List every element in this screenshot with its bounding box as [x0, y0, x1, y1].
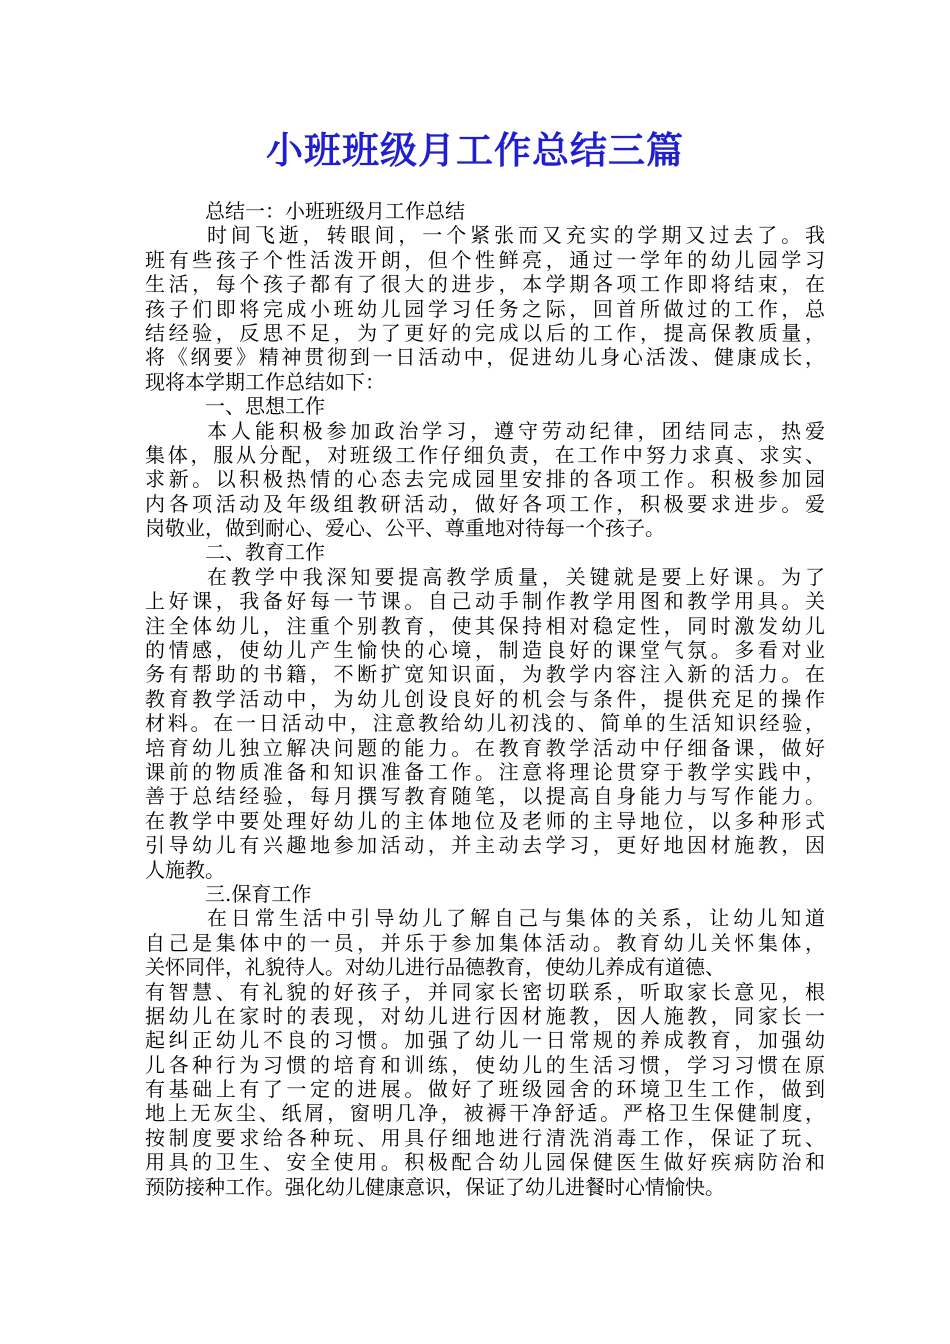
body-line: 在教学中我深知要提高教学质量，关键就是要上好课。为了	[207, 564, 825, 589]
body-line: 用具的卫生、安全使用。积极配合幼儿园保健医生做好疾病防治和	[145, 1150, 825, 1175]
body-line: 起纠正幼儿不良的习惯。加强了幼儿一日常规的养成教育，加强幼	[145, 1028, 825, 1053]
body-line: 时间飞逝，转眼间，一个紧张而又充实的学期又过去了。我	[207, 223, 825, 248]
body-line: 自己是集体中的一员，并乐于参加集体活动。教育幼儿关怀集体，	[145, 930, 825, 955]
section-heading: 总结一：小班班级月工作总结	[205, 199, 465, 223]
body-line: 有基础上有了一定的进展。做好了班级园舍的环境卫生工作，做到	[145, 1077, 825, 1102]
body-line: 地上无灰尘、纸屑，窗明几净，被褥干净舒适。严格卫生保健制度，	[145, 1101, 825, 1126]
body-line: 教育教学活动中，为幼儿创设良好的机会与条件，提供充足的操作	[145, 686, 825, 711]
body-line: 班有些孩子个性活泼开朗，但个性鲜亮，通过一学年的幼儿园学习	[145, 247, 825, 272]
body-line: 务有帮助的书籍，不断扩宽知识面，为教学内容注入新的活力。在	[145, 662, 825, 687]
body-line: 材料。在一日活动中，注意教给幼儿初浅的、简单的生活知识经验，	[145, 711, 825, 736]
body-line: 上好课，我备好每一节课。自己动手制作教学用图和教学用具。关	[145, 589, 825, 614]
body-line: 求新。以积极热情的心态去完成园里安排的各项工作。积极参加园	[145, 467, 825, 492]
body-line: 善于总结经验，每月撰写教育随笔，以提高自身能力与写作能力。	[145, 784, 825, 809]
document-body	[145, 199, 825, 1199]
body-line: 预防接种工作。强化幼儿健康意识，保证了幼儿进餐时心情愉快。	[145, 1174, 725, 1199]
body-line: 课前的物质准备和知识准备工作。注意将理论贯穿于教学实践中，	[145, 759, 825, 784]
body-line: 儿各种行为习惯的培育和训练，使幼儿的生活习惯，学习习惯在原	[145, 1052, 825, 1077]
body-line: 孩子们即将完成小班幼儿园学习任务之际，回首所做过的工作，总	[145, 296, 825, 321]
body-line: 据幼儿在家时的表现，对幼儿进行因材施教，因人施教，同家长一	[145, 1003, 825, 1028]
body-line: 培育幼儿独立解决问题的能力。在教育教学活动中仔细备课，做好	[145, 735, 825, 760]
document-title: 小班班级月工作总结三篇	[266, 128, 684, 172]
body-line: 生活，每个孩子都有了很大的进步，本学期各项工作即将结束，在	[145, 272, 825, 297]
body-line: 人施教。	[145, 857, 225, 882]
body-line: 本人能积极参加政治学习，遵守劳动纪律，团结同志，热爱	[207, 418, 825, 443]
body-line: 集体，服从分配，对班级工作仔细负责，在工作中努力求真、求实、	[145, 442, 825, 467]
body-line: 引导幼儿有兴趣地参加活动，并主动去学习，更好地因材施教，因	[145, 833, 825, 858]
body-line: 的情感，使幼儿产生愉快的心境，制造良好的课堂气氛。多看对业	[145, 638, 825, 663]
body-line: 岗敬业，做到耐心、爱心、公平、尊重地对待每一个孩子。	[145, 516, 665, 541]
body-line: 现将本学期工作总结如下：	[145, 369, 385, 394]
body-line: 关怀同伴，礼貌待人。对幼儿进行品德教育，使幼儿养成有道德、	[145, 955, 725, 980]
body-line: 在日常生活中引导幼儿了解自己与集体的关系，让幼儿知道	[207, 906, 825, 931]
section-heading: 三.保育工作	[205, 881, 312, 906]
body-line: 按制度要求给各种玩、用具仔细地进行清洗消毒工作，保证了玩、	[145, 1125, 825, 1150]
section-heading: 二、教育工作	[205, 540, 325, 565]
body-line: 在教学中要处理好幼儿的主体地位及老师的主导地位，以多种形式	[145, 808, 825, 833]
body-line: 内各项活动及年级组教研活动，做好各项工作，积极要求进步。爱	[145, 491, 825, 516]
body-line: 将《纲要》精神贯彻到一日活动中，促进幼儿身心活泼、健康成长，	[145, 345, 825, 370]
body-line: 结经验，反思不足，为了更好的完成以后的工作，提高保教质量，	[145, 320, 825, 345]
body-line: 注全体幼儿，注重个别教育，使其保持相对稳定性，同时激发幼儿	[145, 613, 825, 638]
body-line: 有智慧、有礼貌的好孩子，并同家长密切联系，听取家长意见，根	[145, 979, 825, 1004]
section-heading: 一、思想工作	[205, 394, 325, 419]
